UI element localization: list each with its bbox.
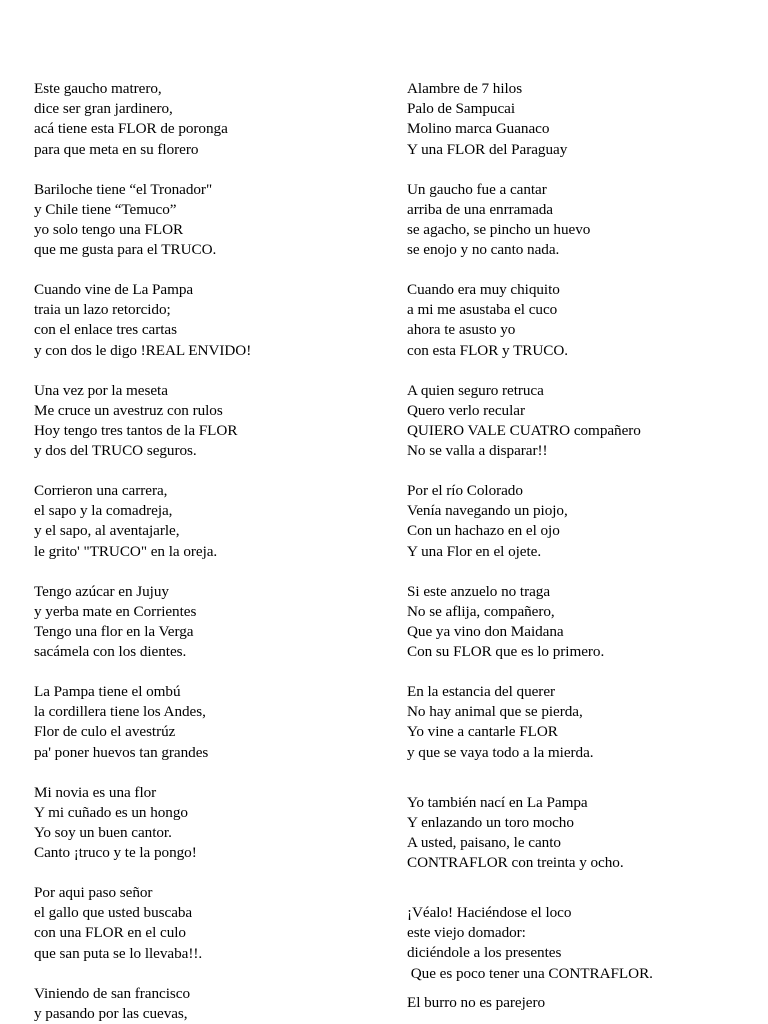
verse-line: Alambre de 7 hilos [407, 80, 523, 97]
verse-line: Corrieron una carrera, [34, 482, 168, 499]
verse-line: Yo vine a cantarle FLOR [407, 723, 558, 741]
verse-line: Y enlazando un toro mocho [407, 813, 574, 831]
verse-line: y Chile tiene “Temuco” [34, 200, 177, 218]
verse-line: Yo soy un buen cantor. [34, 823, 172, 841]
stanza [34, 481, 374, 562]
verse-line: que me gusta para el TRUCO. [34, 241, 217, 259]
stanza [34, 280, 374, 361]
verse-line: A usted, paisano, le canto [407, 833, 561, 851]
verse-line: dice ser gran jardinero, [34, 100, 173, 118]
verse-line: Viniendo de san francisco [34, 984, 190, 1002]
stanza [407, 381, 757, 462]
stanza [407, 280, 757, 361]
stanza [407, 682, 757, 763]
verse-line: para que meta en su florero [34, 140, 199, 158]
verse-line: con esta FLOR y TRUCO. [407, 341, 569, 359]
verse-line: A quien seguro retruca [407, 381, 544, 399]
verse-line: Quero verlo recular [407, 401, 525, 419]
verse-line: se enojo y no canto nada. [407, 241, 560, 259]
stanza [34, 682, 374, 763]
verse-line: Por aqui paso señor [34, 884, 153, 901]
verse-line: pa' poner huevos tan grandes [34, 743, 209, 761]
verse-line: le grito' "TRUCO" en la oreja. [34, 542, 218, 560]
verse-line: sacámela con los dientes. [34, 643, 187, 661]
verse-line: Este gaucho matrero, [34, 80, 162, 97]
stanza [34, 582, 374, 663]
verse-line: se agacho, se pincho un huevo [407, 220, 591, 238]
stanza [407, 582, 757, 663]
verse-line: No se valla a disparar!! [407, 442, 548, 460]
verse-line: Y una Flor en el ojete. [407, 542, 542, 560]
verse-line: Cuando vine de La Pampa [34, 281, 194, 298]
verse-line: el sapo y la comadreja, [34, 502, 173, 520]
verse-line: ¡Véalo! Haciéndose el loco [407, 904, 572, 921]
verse-line: Molino marca Guanaco [407, 120, 550, 138]
verse-line: y dos del TRUCO seguros. [34, 442, 197, 460]
verse-line: Me cruce un avestruz con rulos [34, 401, 223, 419]
verse-line: el gallo que usted buscaba [34, 904, 193, 922]
verse-line: El burro no es parejero [407, 994, 546, 1011]
verse-line: Hoy tengo tres tantos de la FLOR [34, 421, 238, 439]
stanza [34, 180, 374, 261]
stanza [407, 79, 757, 160]
verse-line: Mi novia es una flor [34, 783, 157, 801]
verse-line: Canto ¡truco y te la pongo! [34, 844, 197, 862]
stanza [34, 984, 374, 1024]
verse-line: que san puta se lo llevaba!!. [34, 944, 203, 962]
verse-line: la cordillera tiene los Andes, [34, 703, 206, 721]
verse-line: a mi me asustaba el cuco [407, 301, 558, 319]
verse-line: Bariloche tiene “el Tronador" [34, 180, 213, 198]
verse-line: Yo también nací en La Pampa [407, 793, 588, 811]
verse-line: Tengo azúcar en Jujuy [34, 582, 169, 600]
stanza [34, 883, 374, 964]
stanza [407, 993, 757, 1013]
verse-line: acá tiene esta FLOR de poronga [34, 120, 228, 138]
verse-line: Con un hachazo en el ojo [407, 522, 560, 540]
verse-line: con una FLOR en el culo [34, 924, 186, 942]
verse-line: Una vez por la meseta [34, 381, 168, 399]
verse-line: y pasando por las cuevas, [34, 1004, 188, 1022]
verse-line: y que se vaya todo a la mierda. [407, 743, 594, 761]
verse-line: Venía navegando un piojo, [407, 502, 568, 520]
verse-line: Y una FLOR del Paraguay [407, 140, 568, 158]
verse-line: este viejo domador: [407, 924, 526, 942]
verse-line: Un gaucho fue a cantar [407, 180, 547, 198]
verse-line: traia un lazo retorcido; [34, 301, 171, 319]
stanza [407, 793, 757, 874]
verse-line: y el sapo, al aventajarle, [34, 522, 180, 540]
verse-line: diciéndole a los presentes [407, 944, 562, 962]
stanza [407, 180, 757, 261]
verse-line: yo solo tengo una FLOR [34, 220, 184, 238]
stanza [34, 783, 374, 864]
verse-line: No hay animal que se pierda, [407, 703, 583, 721]
stanza [34, 381, 374, 462]
stanza [407, 481, 757, 562]
stanza [407, 903, 757, 984]
verse-line: Flor de culo el avestrúz [34, 723, 176, 741]
verse-line: y con dos le digo !REAL ENVIDO! [34, 341, 252, 359]
verse-line: QUIERO VALE CUATRO compañero [407, 421, 641, 439]
verse-line: Que es poco tener una CONTRAFLOR. [407, 964, 653, 982]
verse-line: con el enlace tres cartas [34, 321, 177, 339]
verse-line: CONTRAFLOR con treinta y ocho. [407, 854, 624, 872]
verse-line: Cuando era muy chiquito [407, 281, 560, 298]
verse-line: y yerba mate en Corrientes [34, 602, 197, 620]
verse-line: Tengo una flor en la Verga [34, 622, 194, 640]
verse-line: Palo de Sampucai [407, 100, 516, 118]
verse-line: Por el río Colorado [407, 482, 523, 499]
verse-line: arriba de una enrramada [407, 200, 553, 218]
verse-line: En la estancia del querer [407, 683, 556, 700]
verse-line: La Pampa tiene el ombú [34, 683, 181, 700]
verse-line: Si este anzuelo no traga [407, 582, 551, 600]
verse-line: No se aflija, compañero, [407, 602, 555, 620]
stanza [34, 79, 374, 160]
verse-line: Con su FLOR que es lo primero. [407, 643, 605, 661]
verse-line: Que ya vino don Maidana [407, 622, 564, 640]
verse-line: ahora te asusto yo [407, 321, 516, 339]
verse-line: Y mi cuñado es un hongo [34, 803, 188, 821]
